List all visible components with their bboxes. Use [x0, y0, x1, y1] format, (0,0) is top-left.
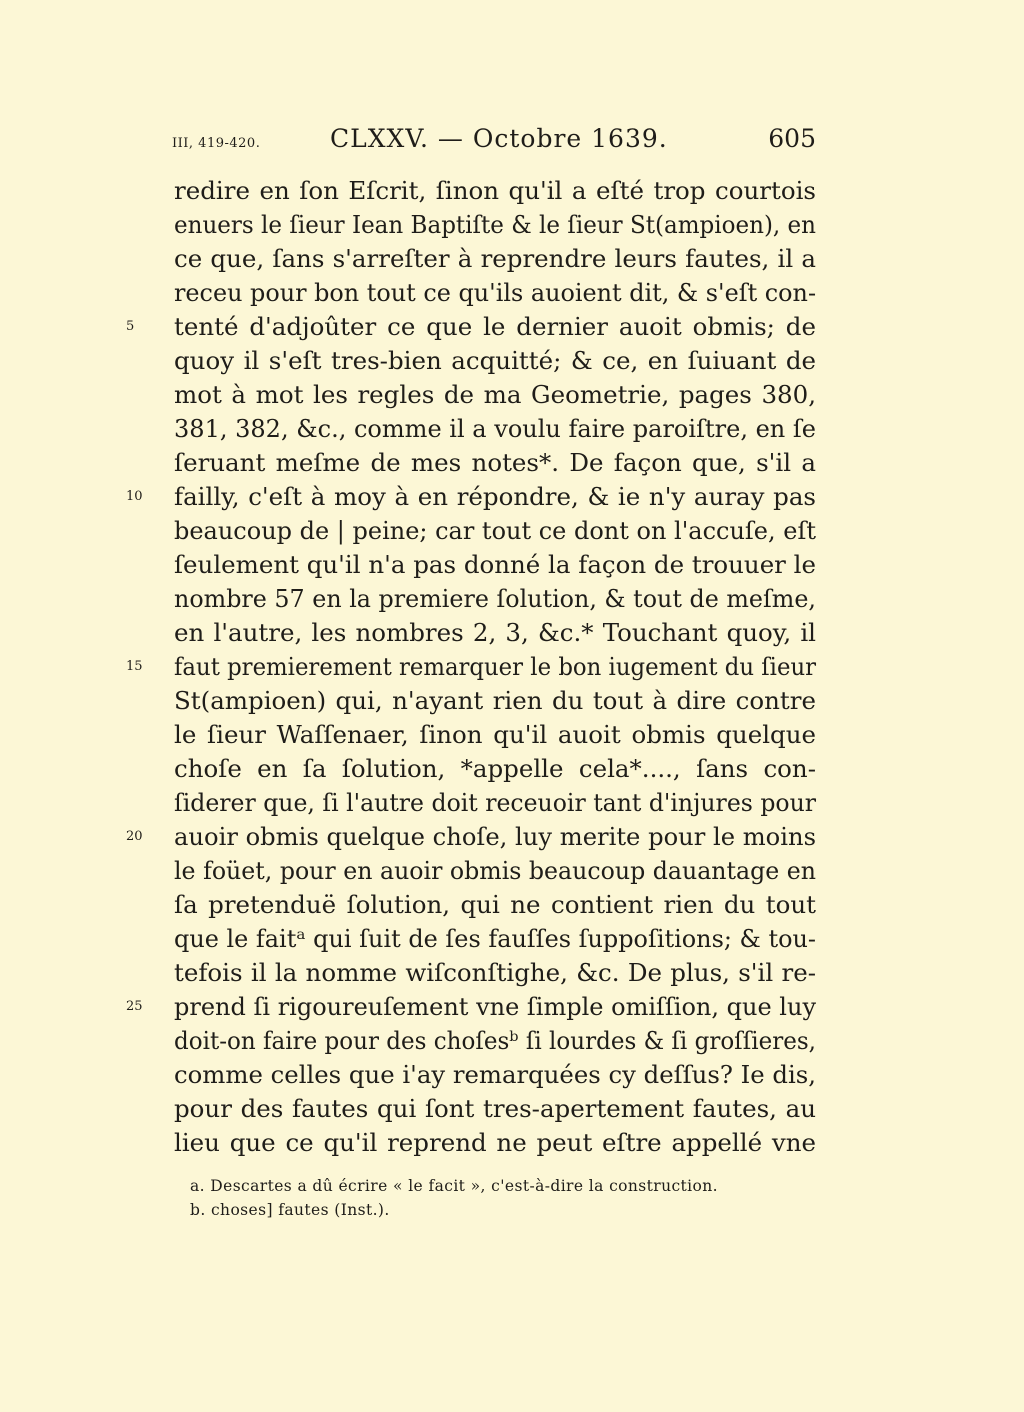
line-number: 5: [126, 319, 135, 334]
text-line: receu pour bon tout ce qu'ils auoient dit, & s'eſt con-: [174, 278, 817, 307]
text-line: lieu que ce qu'il reprend ne peut eſtre appellé vne: [174, 1128, 816, 1157]
text-line: ſiderer que, ſi l'autre doit receuoir tant d'injures pour: [174, 788, 817, 817]
footnote: a. Descartes a dû écrire « le facit », c'est-à-dire la construction.: [190, 1177, 718, 1195]
text-line: ce que, ſans s'arreſter à reprendre leurs fautes, il a: [174, 244, 816, 273]
text-line: 5 tenté d'adjoûter ce que le dernier auoit obmis; de: [174, 310, 816, 344]
text-line: 381, 382, &c., comme il a voulu faire paroiſtre, en ſe: [174, 414, 817, 443]
line-number: 15: [126, 659, 143, 674]
text-line: 15 faut premierement remarquer le bon iugement du ſieur: [174, 650, 816, 684]
text-line: 25 prend ſi rigoureuſement vne ſimple omiſſion, que luy: [174, 990, 816, 1024]
footnotes: [190, 1174, 810, 1222]
header-title: CLXXV. — Octobre 1639.: [330, 124, 668, 153]
text-line: quoy il s'eſt tres-bien acquitté; & ce, en ſuiuant de: [174, 346, 816, 375]
text-line: beaucoup de | peine; car tout ce dont on l'accuſe, eſt: [174, 516, 816, 545]
text-line: comme celles que i'ay remarquées cy deſſus? Ie dis,: [174, 1060, 817, 1089]
footnote: b. choses] fautes (Inst.).: [190, 1201, 390, 1219]
text-line: enuers le ſieur Iean Baptiſte & le ſieur St(ampioen), en: [174, 210, 817, 239]
text-line: en l'autre, les nombres 2, 3, &c.* Touchant quoy, il: [174, 618, 816, 647]
text-line: le foüet, pour en auoir obmis beaucoup dauantage en: [174, 856, 816, 885]
text-line: le ſieur Waſſenaer, ſinon qu'il auoit obmis quelque: [174, 720, 816, 749]
text-line: St(ampioen) qui, n'ayant rien du tout à dire contre: [174, 686, 816, 715]
text-line: doit-on faire pour des choſesᵇ ſi lourdes & ſi groſſieres,: [174, 1026, 816, 1055]
header-reference: III, 419-420.: [172, 136, 261, 151]
text-line: choſe en ſa ſolution, *appelle cela*...., ſans con-: [174, 754, 816, 783]
text-line: mot à mot les regles de ma Geometrie, pages 380,: [174, 380, 816, 409]
text-line: tefois il la nomme wiſconſtighe, &c. De plus, s'il re-: [174, 958, 816, 987]
text-line: ſeulement qu'il n'a pas donné la façon de trouuer le: [174, 550, 816, 579]
line-number: 20: [126, 829, 143, 844]
text-line: que le faitᵃ qui ſuit de ſes fauſſes ſuppoſitions; & tou-: [174, 924, 816, 953]
line-number: 10: [126, 489, 143, 504]
text-line: pour des fautes qui ſont tres-apertement fautes, au: [174, 1094, 816, 1123]
running-header: [172, 122, 818, 162]
text-line: redire en ſon Eſcrit, ſinon qu'il a eſté trop courtois: [174, 176, 816, 205]
line-number: 25: [126, 999, 143, 1014]
text-line: ſa pretenduë ſolution, qui ne contient rien du tout: [174, 890, 816, 919]
text-line: 20 auoir obmis quelque choſe, luy merite pour le moins: [174, 820, 816, 854]
body-text: [126, 174, 817, 1160]
text-line: 10 failly, c'eſt à moy à en répondre, & ie n'y auray pas: [174, 480, 816, 514]
text-line: nombre 57 en la premiere ſolution, & tout de meſme,: [174, 584, 816, 613]
text-line: ſeruant meſme de mes notes*. De façon que, s'il a: [174, 448, 816, 477]
page-number: 605: [768, 124, 816, 153]
